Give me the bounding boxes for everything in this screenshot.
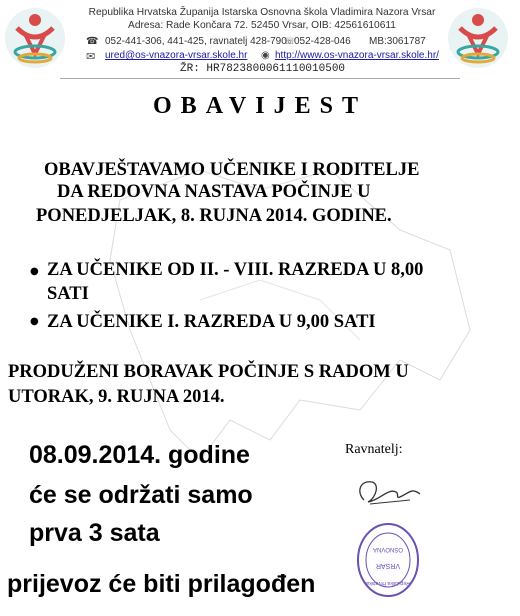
notice-line-1: OBAVJEŠTAVAMO UČENIKE I RODITELJE bbox=[44, 160, 420, 180]
overlay-note-line-2: će se održati samo bbox=[29, 481, 253, 509]
svg-text:Republika Hrvatska: Republika Hrvatska bbox=[366, 580, 410, 586]
website-link[interactable]: http://www.os-vnazora-vrsar.skole.hr/ bbox=[275, 50, 439, 61]
bullet-icon: ● bbox=[30, 316, 39, 327]
notice-title: OBAVIJEST bbox=[153, 93, 367, 119]
letterhead-address: Adresa: Rade Končara 72. 52450 Vrsar, OIB: 42561610611 bbox=[128, 20, 396, 31]
official-stamp-icon bbox=[354, 520, 422, 600]
svg-text:VRSAR: VRSAR bbox=[375, 562, 401, 569]
fax-icon: ☏ bbox=[284, 36, 296, 46]
mb-number: MB:3061787 bbox=[369, 36, 426, 47]
boravak-line-1: PRODUŽENI BORAVAK POČINJE S RADOM U bbox=[8, 362, 409, 382]
svg-text:OSNOVNA: OSNOVNA bbox=[372, 546, 404, 552]
notice-line-3: PONEDJELJAK, 8. RUJNA 2014. GODINE. bbox=[36, 206, 392, 226]
mail-icon: ✉ bbox=[86, 51, 96, 63]
fax-number: 052-428-046 bbox=[294, 36, 351, 47]
transport-note: prijevoz će biti prilagođen bbox=[7, 570, 316, 598]
overlay-note-line-3: prva 3 sata bbox=[29, 519, 160, 547]
signature-icon bbox=[350, 470, 430, 510]
bank-account: ŽR: HR7823800061110010500 bbox=[180, 63, 346, 75]
principal-label: Ravnatelj: bbox=[345, 442, 403, 457]
bullet-1-line-1: ZA UČENIKE OD II. - VIII. RAZREDA U 8,00 bbox=[47, 260, 424, 280]
phone-icon: ☎ bbox=[86, 36, 99, 47]
letterhead-school-name: Republika Hrvatska Županija Istarska Osnovna škola Vladimira Nazora Vrsar bbox=[88, 7, 436, 18]
phone-numbers: 052-441-306, 441-425, ravnatelj 428-790 bbox=[105, 36, 287, 47]
bullet-2-line-1: ZA UČENIKE I. RAZREDA U 9,00 SATI bbox=[47, 312, 376, 332]
bullet-1-line-2: SATI bbox=[47, 284, 89, 304]
overlay-note-line-1: 08.09.2014. godine bbox=[29, 441, 250, 469]
bullet-icon: ● bbox=[30, 266, 39, 277]
boravak-line-2: UTORAK, 9. RUJNA 2014. bbox=[8, 387, 225, 407]
email-link[interactable]: ured@os-vnazora-vrsar.skole.hr bbox=[105, 50, 248, 61]
globe-icon: ◉ bbox=[261, 50, 270, 61]
notice-line-2: DA REDOVNA NASTAVA POČINJE U bbox=[57, 182, 371, 202]
